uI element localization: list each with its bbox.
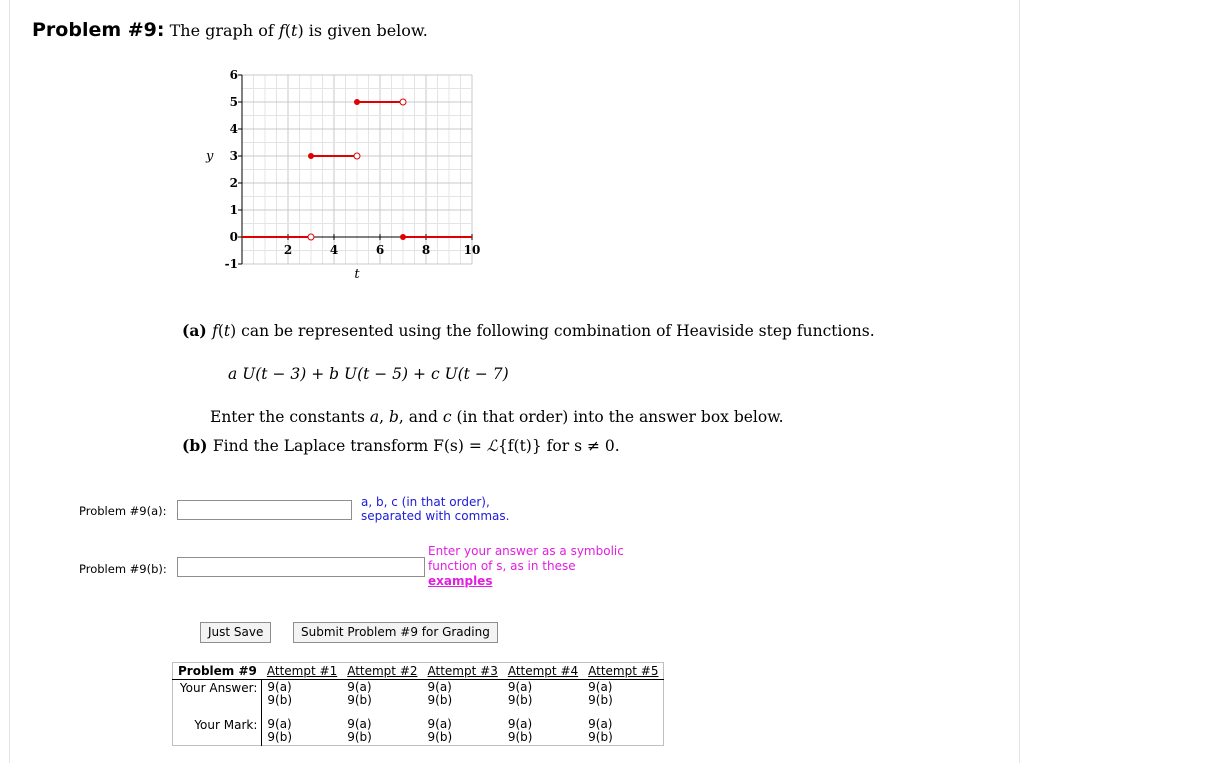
- y-tick-label: -1: [224, 257, 238, 271]
- y-tick-label: 0: [229, 230, 238, 244]
- open-endpoint: [400, 99, 406, 105]
- problem-header: Problem #9: The graph of f(t) is given below.: [32, 19, 428, 41]
- attempt-4-link[interactable]: Attempt #4: [507, 664, 579, 678]
- your-mark-row: [173, 708, 664, 746]
- y-axis-label: y: [206, 149, 214, 164]
- closed-endpoint: [400, 234, 406, 240]
- answer-cell: 9(a) 9(b): [588, 680, 613, 707]
- x-tick-label: 8: [421, 243, 431, 257]
- answer-cell: 9(a) 9(b): [262, 680, 342, 709]
- answer-b-input[interactable]: [177, 557, 425, 577]
- open-endpoint: [308, 234, 314, 240]
- part-a-instructions: Enter the constants a, b, and c (in that order) into the answer box below.: [210, 408, 784, 426]
- mark-cell: 9(a) 9(b): [262, 708, 342, 746]
- y-tick-label: 1: [229, 203, 238, 217]
- your-answer-row: [173, 680, 664, 709]
- attempts-problem-header: Problem #9: [173, 663, 262, 680]
- y-tick-label: 3: [229, 149, 238, 163]
- problem-number: Problem #9:: [32, 19, 165, 41]
- open-endpoint: [354, 153, 360, 159]
- part-b-description: (b) Find the Laplace transform F(s) = ℒ{f(t)} for s ≠ 0.: [182, 436, 620, 455]
- your-mark-label: Your Mark:: [194, 718, 258, 732]
- attempt-3-link[interactable]: Attempt #3: [427, 664, 498, 678]
- attempts-table: [172, 662, 664, 746]
- y-tick-label: 5: [229, 95, 238, 109]
- heaviside-expression: a U(t − 3) + b U(t − 5) + c U(t − 7): [228, 365, 509, 383]
- x-tick-label: 10: [463, 243, 481, 257]
- your-answer-label: Your Answer:: [179, 681, 258, 695]
- mark-cell: 9(a) 9(b): [427, 717, 453, 744]
- mark-cell: 9(a) 9(b): [588, 717, 613, 744]
- y-tick-label: 4: [229, 122, 238, 136]
- attempt-5-link[interactable]: Attempt #5: [588, 664, 659, 678]
- answer-cell: 9(a) 9(b): [507, 680, 533, 707]
- y-tick-label: 2: [229, 176, 238, 190]
- answer-a-hint: a, b, c (in that order), separated with commas.: [361, 495, 510, 523]
- mark-cell: 9(a) 9(b): [507, 717, 533, 744]
- y-tick-label: 6: [229, 68, 238, 82]
- just-save-button[interactable]: Just Save: [200, 622, 271, 643]
- submit-button[interactable]: Submit Problem #9 for Grading: [293, 622, 498, 643]
- x-tick-label: 2: [283, 243, 293, 257]
- answer-b-label: Problem #9(b):: [79, 562, 167, 576]
- part-a-description: (a) f(t) can be represented using the following combination of Heaviside step functions.: [182, 321, 875, 340]
- x-axis-label: t: [354, 267, 360, 282]
- x-tick-label: 6: [375, 243, 385, 257]
- answer-cell: 9(a) 9(b): [427, 680, 453, 707]
- attempt-2-link[interactable]: Attempt #2: [347, 664, 418, 678]
- answer-a-input[interactable]: [177, 500, 352, 520]
- answer-b-hint: Enter your answer as a symbolic function of s, as in these examples: [428, 544, 624, 588]
- closed-endpoint: [354, 99, 360, 105]
- answer-cell: 9(a) 9(b): [347, 680, 372, 707]
- mark-cell: 9(a) 9(b): [347, 717, 372, 744]
- closed-endpoint: [308, 153, 314, 159]
- attempt-1-link[interactable]: Attempt #1: [266, 664, 338, 678]
- x-tick-label: 4: [329, 243, 339, 257]
- function-graph: [0, 0, 520, 300]
- examples-link[interactable]: examples: [428, 574, 493, 588]
- answer-a-label: Problem #9(a):: [79, 504, 167, 518]
